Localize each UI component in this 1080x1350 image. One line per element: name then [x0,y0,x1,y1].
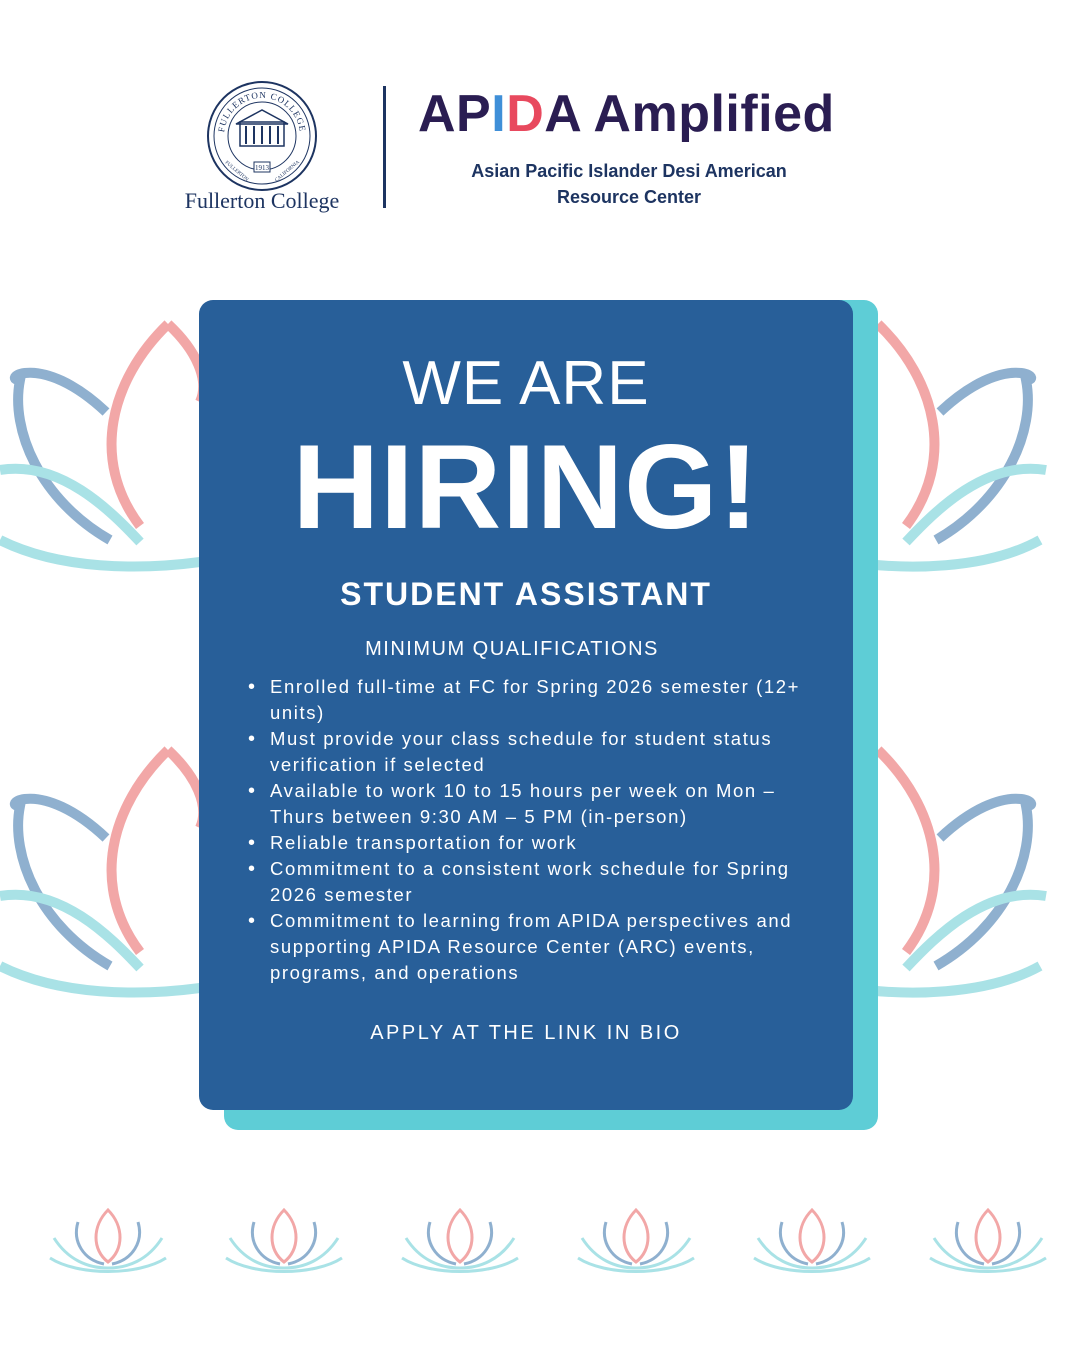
role-title: STUDENT ASSISTANT [340,576,712,612]
qualification-item: • Commitment to learning from APIDA perspectives and supporting APIDA Resource Center (ARC) events, programs, and operations [248,908,828,986]
lotus-icon [400,1206,520,1278]
lotus-icon [878,736,1080,1036]
header-divider [383,86,386,208]
apply-cta: APPLY AT THE LINK IN BIO [370,1022,682,1044]
qualification-item: • Commitment to a consistent work schedule for Spring 2026 semester [248,856,828,908]
lotus-icon [928,1206,1048,1278]
apida-subtitle [430,158,828,210]
seal-right-text: CALIFORNIA [274,159,301,184]
lotus-icon [752,1206,872,1278]
lotus-icon [0,736,200,1036]
apida-title-part: I [491,85,507,143]
college-seal-icon [206,80,318,192]
apida-subtitle-line: Resource Center [556,187,702,207]
apida-subtitle-line: Asian Pacific Islander Desi American [471,161,787,181]
college-name: Fullerton College [184,188,340,213]
apida-title-part: D [506,85,545,143]
qualification-item: • Available to work 10 to 15 hours per week on Mon – Thurs between 9:30 AM – 5 PM (in-person) [248,778,828,830]
qualification-item: • Must provide your class schedule for student status verification if selected [248,726,828,778]
qualifications-title: MINIMUM QUALIFICATIONS [365,638,659,660]
seal-year: 1913 [255,164,269,172]
seal-top-text: FULLERTON COLLEGE [216,89,308,133]
qualification-item: • Enrolled full-time at FC for Spring 2026 semester (12+ units) [248,674,828,726]
apida-title-part: AP [418,85,492,143]
we-are-text: WE ARE [402,349,650,418]
lotus-icon [224,1206,344,1278]
apida-title-part: A Amplified [544,85,835,143]
qualification-item: • Reliable transportation for work [248,830,828,856]
lotus-icon [48,1206,168,1278]
hiring-headline: HIRING! [292,420,760,554]
lotus-icon [576,1206,696,1278]
seal-left-text: FULLERTON [223,160,249,183]
qualifications-list [248,674,828,986]
apida-title [418,84,835,144]
